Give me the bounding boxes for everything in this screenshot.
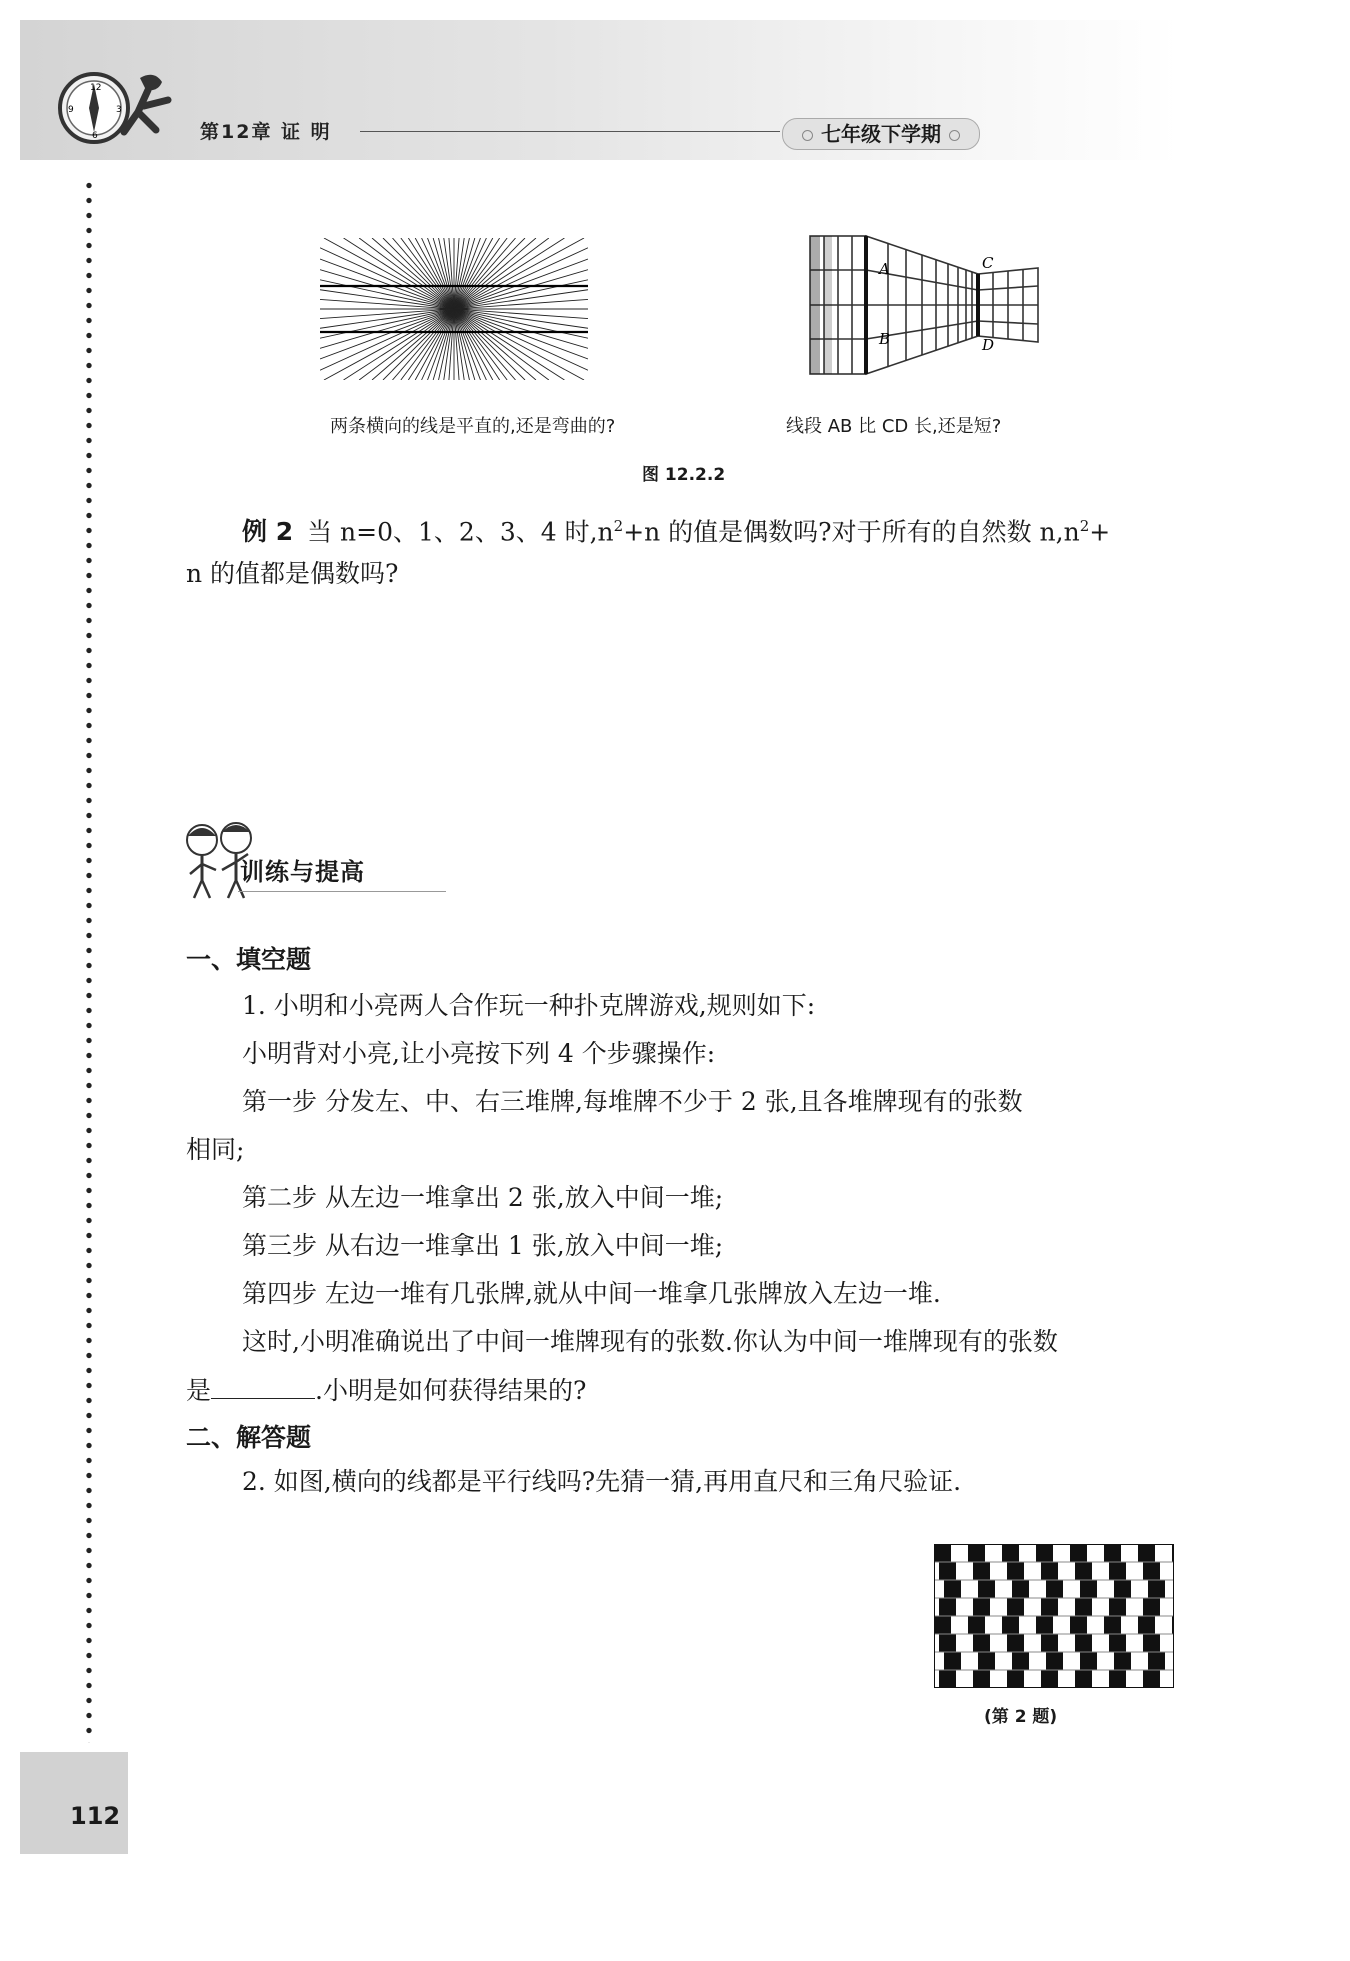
header-rule xyxy=(360,131,780,132)
dotted-margin-line xyxy=(86,178,92,1743)
grade-label: 七年级下学期 xyxy=(821,122,941,146)
training-section-title: 训练与提高 xyxy=(240,858,365,886)
q1-end-line-b xyxy=(186,1374,586,1407)
step-1-line-a: 第一步 分发左、中、右三堆牌,每堆牌不少于 2 张,且各堆牌现有的张数 xyxy=(242,1087,1023,1116)
example-line-2: n 的值都是偶数吗? xyxy=(186,559,399,588)
step-3: 第三步 从右边一堆拿出 1 张,放入中间一堆; xyxy=(242,1231,724,1260)
q1-line-2: 小明背对小亮,让小亮按下列 4 个步骤操作: xyxy=(242,1039,716,1068)
left-figure-caption: 两条横向的线是平直的,还是弯曲的? xyxy=(330,416,616,437)
point-label-a: A xyxy=(879,260,890,278)
section-1-title: 一、填空题 xyxy=(186,945,312,974)
example-line-1: 例 2 当 n=0、1、2、3、4 时$,n^2+n$ 的值是偶数吗?对于所有的自然数 $n,n^2+$ xyxy=(242,517,1111,547)
right-figure-caption: 线段 AB 比 CD 长,还是短? xyxy=(786,416,1002,437)
page-number: 112 xyxy=(70,1802,121,1830)
answer-blank[interactable] xyxy=(211,1374,315,1399)
example-text-1: 当 n=0、1、2、3、4 时,n xyxy=(307,517,614,547)
step-2: 第二步 从左边一堆拿出 2 张,放入中间一堆; xyxy=(242,1183,724,1212)
corridor-illusion-figure xyxy=(808,228,1050,382)
point-label-c: C xyxy=(982,254,994,272)
header-band xyxy=(20,20,1180,160)
chapter-title: 第12章 证 明 xyxy=(200,121,332,143)
point-label-d: D xyxy=(982,336,995,354)
exponent-2: 2 xyxy=(1079,517,1090,535)
grade-badge xyxy=(782,118,980,150)
step-4: 第四步 左边一堆有几张牌,就从中间一堆拿几张牌放入左边一堆. xyxy=(242,1279,941,1308)
cafe-wall-illusion-figure xyxy=(934,1544,1174,1688)
q1-end-line-a: 这时,小明准确说出了中间一堆牌现有的张数.你认为中间一堆牌现有的张数 xyxy=(242,1327,1058,1356)
q1-end-text-2: .小明是如何获得结果的? xyxy=(315,1376,587,1405)
point-label-b: B xyxy=(879,330,891,348)
badge-dot-icon xyxy=(949,130,960,141)
figure-label: 图 12.2.2 xyxy=(642,465,726,485)
q1-intro: 1. 小明和小亮两人合作玩一种扑克牌游戏,规则如下: xyxy=(242,991,816,1020)
training-rule xyxy=(238,891,446,892)
q2-figure-caption: (第 2 题) xyxy=(984,1707,1058,1727)
svg-text:9: 9 xyxy=(68,105,74,115)
svg-text:12: 12 xyxy=(90,83,102,93)
hering-illusion-figure xyxy=(320,238,588,380)
badge-dot-icon xyxy=(802,130,813,141)
example-text-1b: +n 的值是偶数吗?对于所有的自然数 n,n xyxy=(623,517,1080,547)
q2-text: 2. 如图,横向的线都是平行线吗?先猜一猜,再用直尺和三角尺验证. xyxy=(242,1467,962,1496)
section-2-title: 二、解答题 xyxy=(186,1423,312,1452)
svg-text:6: 6 xyxy=(92,131,98,141)
compass-runner-logo-icon xyxy=(52,58,192,158)
q1-end-text-1: 是 xyxy=(186,1376,212,1405)
step-1-line-b: 相同; xyxy=(186,1135,245,1164)
svg-text:3: 3 xyxy=(116,105,122,115)
example-label: 例 2 xyxy=(242,517,294,547)
exponent-2: 2 xyxy=(613,517,624,535)
